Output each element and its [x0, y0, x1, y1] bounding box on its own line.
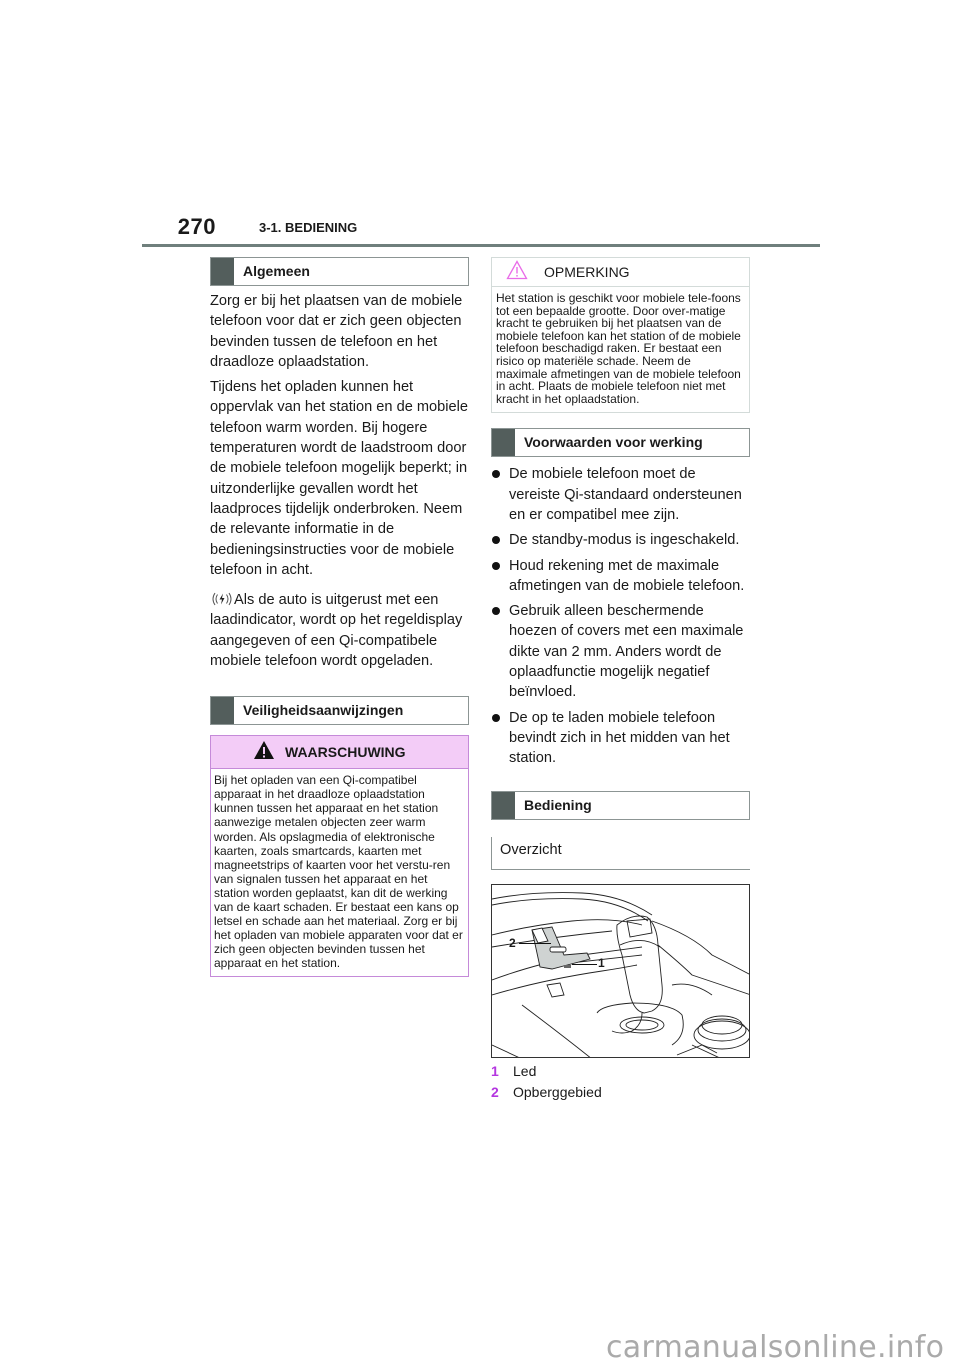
paragraph: Tijdens het opladen kunnen het oppervlak van het station en de mobiele telefoon warm worden. Bij hogere temperaturen wordt de laadstroom door de mobiele telefoon mogelijk beperkt; in uitzonderlijke gevallen wordt het laadproces tijdelijk onderbroken. Neem de relevante informatie in de bedieningsinstructies voor de mobiele telefoon in acht. [210, 379, 468, 578]
page-number: 270 [177, 214, 216, 239]
legend-number: 2 [491, 1083, 499, 1100]
warning-title: WAARSCHUWING [285, 744, 406, 761]
subheading-overview: Overzicht [491, 837, 750, 870]
note-body: Het station is geschikt voor mobiele tele-foons tot een bepaalde grootte. Door over-matige kracht te gebruiken bij het plaatsen van de mobiele telefoon kan het station of de mobiele telefoon beschadigd raken. Er bestaat een risico op materiële schade. Neem de maximale afmetingen van de mobiele telefoon in acht. Plaats de mobiele telefoon niet met kracht in het oplaadstation. [496, 291, 741, 406]
list-item-text: Houd rekening met de maximale afmetingen van de mobiele telefoon. [509, 557, 745, 594]
right-column [491, 257, 750, 1103]
wireless-charging-icon [210, 591, 234, 607]
bullet-icon [492, 607, 500, 615]
bullet-icon [492, 470, 500, 478]
conditions-list [491, 464, 750, 768]
page-header [140, 214, 820, 246]
list-item [491, 530, 750, 550]
watermark: carmanualsonline.info [606, 1330, 945, 1358]
section-heading-label: Algemeen [243, 263, 310, 279]
note-box [491, 257, 750, 413]
section-bar [492, 792, 515, 819]
header-divider [142, 244, 820, 247]
note-header [492, 258, 749, 287]
legend-label: Led [513, 1062, 537, 1079]
list-item [491, 464, 750, 525]
section-heading-conditions [491, 428, 750, 457]
list-item [491, 708, 750, 769]
list-item-text: De op te laden mobiele telefoon bevindt zich in het midden van het station. [509, 709, 730, 767]
section-bar [211, 697, 234, 724]
general-text [210, 291, 469, 671]
bullet-icon [492, 562, 500, 570]
section-heading-label: Veiligheidsaanwijzingen [243, 702, 404, 719]
warning-box [210, 735, 469, 977]
section-bar [211, 258, 234, 285]
list-item [491, 556, 750, 597]
callout-2: 2 [509, 935, 516, 950]
section-bar [492, 429, 515, 456]
list-item-text: De mobiele telefoon moet de vereiste Qi-standaard ondersteunen en er compatibel mee zijn. [509, 466, 742, 523]
warning-body: Bij het opladen van een Qi-compatibel apparaat in het draadloze oplaadstation kunnen tussen het apparaat en het station aanwezige metalen objecten zeer warm worden. Als opslagmedia of elektronische kaarten, zoals smartcards, kaarten met magneetstrips of kaarten voor het verstu-ren van signalen tussen het apparaat en het station worden geplaatst, kan dit de werking van de kaart schaden. Er bestaat een kans op letsel en schade aan het materiaal. Zorg er bij het opladen van mobiele apparaten voor dat er zich geen objecten bevinden tussen het apparaat en het station. [214, 773, 463, 970]
section-heading-operation [491, 791, 750, 820]
section-heading-safety [210, 696, 469, 725]
legend-item [491, 1082, 750, 1103]
indicator-text: Als de auto is uitgerust met een laadindicator, wordt op het regeldisplay aangegeven of een Qi-compatibele mobiele telefoon wordt opgeladen. [210, 592, 463, 670]
caution-triangle-icon [506, 260, 528, 285]
section-heading-general [210, 257, 469, 286]
indicator-paragraph [210, 590, 469, 671]
left-column [210, 257, 469, 977]
callout-1: 1 [598, 955, 605, 970]
list-item [491, 601, 750, 702]
list-item-text: Gebruik alleen beschermende hoezen of covers met een maximale dikte van 2 mm. Anders wordt de oplaadfunctie mogelijk negatief beïnvloed. [509, 603, 744, 701]
warning-triangle-icon [253, 740, 275, 765]
section-heading-label: Bediening [524, 796, 592, 813]
bullet-icon [492, 536, 500, 544]
section-heading-label: Voorwaarden voor werking [524, 434, 703, 451]
callout-line [572, 964, 597, 965]
legend-label: Opberggebied [513, 1083, 602, 1100]
legend-number: 1 [491, 1062, 499, 1079]
center-console-illustration [491, 884, 750, 1058]
legend-item [491, 1061, 750, 1082]
callout-line [519, 943, 551, 944]
figure-legend [491, 1061, 750, 1103]
warning-header [211, 736, 468, 769]
paragraph: Zorg er bij het plaatsen van de mobiele telefoon voor dat er zich geen objecten bevinden tussen de telefoon en het draadloze oplaadstation. [210, 293, 463, 370]
chapter-title: 3-1. BEDIENING [259, 220, 358, 235]
note-title: OPMERKING [544, 264, 630, 280]
bullet-icon [492, 714, 500, 722]
list-item-text: De standby-modus is ingeschakeld. [509, 532, 740, 549]
